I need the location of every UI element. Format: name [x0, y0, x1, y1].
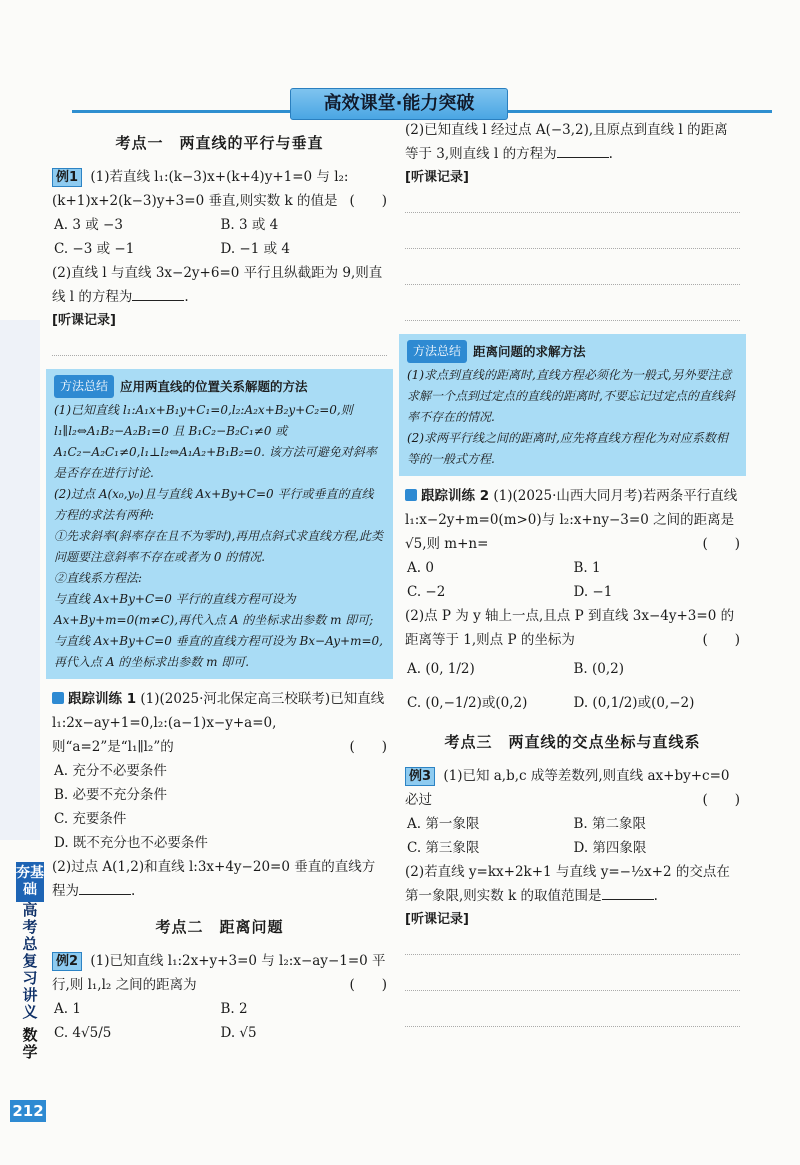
method-summary-head [54, 375, 385, 398]
method-para: 与直线 Ax+By+C=0 垂直的直线方程可设为 Bx−Ay+m=0,再代入点 A 的坐标求出参数 m 即可. [54, 634, 383, 669]
option: C. −3 或 −1 [54, 241, 135, 257]
training1-text: (1)(2025·河北保定高三校联考)已知直线 l₁:2x−ay+1=0,l₂:(a−1)x−y+a=0,则“a=2”是“l₁∥l₂”的 [52, 691, 385, 755]
method-summary-badge: 方法总结 [54, 375, 114, 398]
pencil-icon [52, 692, 64, 704]
option: A. 0 [407, 560, 434, 576]
notes-line [405, 190, 740, 213]
left-column [52, 125, 387, 1045]
option: D. 第四象限 [573, 840, 647, 856]
example2-part2 [405, 118, 740, 166]
option: B. 必要不充分条件 [54, 787, 168, 803]
answer-paren: ( ) [702, 536, 740, 552]
example1-options [52, 213, 387, 261]
option: D. (0,1/2)或(0,−2) [573, 695, 695, 711]
example3-part2-text: (2)若直线 y=kx+2k+1 与直线 y=−½x+2 的交点在第一象限,则实数 k 的取值范围是 [405, 864, 730, 904]
period: . [653, 888, 658, 904]
example1-part2-text: (2)直线 l 与直线 3x−2y+6=0 平行且纵截距为 9,则直线 l 的方程为 [52, 265, 383, 305]
right-column [405, 118, 740, 1040]
lecture-notes-label: [听课记录] [405, 912, 469, 927]
method-summary-box [46, 369, 393, 679]
notes-line [405, 1004, 740, 1027]
example3-part2 [405, 860, 740, 908]
side-band [0, 320, 40, 840]
section2-title: 考点二 距离问题 [155, 918, 284, 936]
period: . [608, 146, 613, 162]
training2-options [405, 556, 740, 604]
training2-part2 [405, 604, 740, 652]
training1-label [52, 691, 136, 707]
option: A. 第一象限 [407, 816, 480, 832]
method-summary-head [407, 340, 738, 363]
example3-part1 [405, 764, 740, 812]
side-title: 高考总复习讲义 [22, 901, 38, 1021]
training2-part1 [405, 484, 740, 556]
training1-label-text: 跟踪训练 1 [68, 691, 137, 707]
section-banner: 高效课堂·能力突破 [290, 88, 508, 120]
notes-line [405, 298, 740, 321]
pencil-icon [405, 489, 417, 501]
answer-blank[interactable] [132, 286, 184, 301]
answer-blank[interactable] [79, 880, 131, 895]
page-number: 212 [10, 1100, 46, 1122]
answer-paren: ( ) [702, 632, 740, 648]
answer-paren: ( ) [349, 977, 387, 993]
notes-line [52, 333, 387, 356]
option: C. −2 [407, 584, 446, 600]
period: . [131, 883, 136, 899]
method-para: (1)求点到直线的距离时,直线方程必须化为一般式,另外要注意求解一个点到过定点的直线的距离时,不要忘记过定点的直线斜率不存在的情况. [407, 368, 735, 424]
example1-part1 [52, 165, 387, 213]
example3-part1-text: (1)已知 a,b,c 成等差数列,则直线 ax+by+c=0 必过 [405, 768, 730, 808]
option: A. 3 或 −3 [54, 217, 123, 233]
period: . [184, 289, 189, 305]
notes-line [405, 262, 740, 285]
example1-part1-text: (1)若直线 l₁:(k−3)x+(k+4)y+1=0 与 l₂:(k+1)x+2(k−3)y+3=0 垂直,则实数 k 的值是 [52, 169, 349, 209]
option: D. √5 [220, 1025, 257, 1041]
method-para: 与直线 Ax+By+C=0 平行的直线方程可设为 Ax+By+m=0(m≠C),再代入点 A 的坐标求出参数 m 即可; [54, 592, 374, 627]
method-para: (2)过点 A(x₀,y₀)且与直线 Ax+By+C=0 平行或垂直的直线方程的求法有两种: [54, 487, 374, 522]
training1-part2 [52, 855, 387, 903]
training2-part2-text: (2)点 P 为 y 轴上一点,且点 P 到直线 3x−4y+3=0 的距离等于 1,则点 P 的坐标为 [405, 608, 735, 648]
answer-blank[interactable] [602, 885, 654, 900]
method-summary-badge: 方法总结 [407, 340, 467, 363]
example2-options [52, 997, 387, 1045]
answer-paren: ( ) [702, 792, 740, 808]
option: C. (0,−1/2)或(0,2) [407, 695, 528, 711]
example2-part1-text: (1)已知直线 l₁:2x+y+3=0 与 l₂:x−ay−1=0 平行,则 l₁,l₂ 之间的距离为 [52, 953, 386, 993]
answer-blank[interactable] [557, 143, 609, 158]
method-para: ②直线系方程法: [54, 571, 143, 585]
option: D. −1 或 4 [220, 241, 290, 257]
example3-tag: 例3 [405, 767, 435, 786]
training2-options2 [405, 652, 740, 720]
method-summary-box [399, 334, 746, 476]
training1-options [52, 759, 387, 855]
answer-paren: ( ) [349, 739, 387, 755]
notes-line [405, 932, 740, 955]
method-para: (1)已知直线 l₁:A₁x+B₁y+C₁=0,l₂:A₂x+B₂y+C₂=0,则 l₁∥l₂⇔A₁B₂−A₂B₁=0 且 B₁C₂−B₂C₁≠0 或 A₁C₂−A₂C₁≠0,l₁⊥l₂⇔A₁A₂+B₁B₂=0. 该方法可避免对斜率是否存在进行讨论. [54, 403, 377, 480]
option: C. 第三象限 [407, 840, 480, 856]
example2-tag: 例2 [52, 952, 82, 971]
side-brand: 夯基础 [16, 862, 44, 902]
side-subject: 数学 [22, 1026, 38, 1061]
notes-line [405, 968, 740, 991]
example3-options [405, 812, 740, 860]
example2-part2-text: (2)已知直线 l 经过点 A(−3,2),且原点到直线 l 的距离等于 3,则直线 l 的方程为 [405, 122, 728, 162]
training1-part2-text: (2)过点 A(1,2)和直线 l:3x+4y−20=0 垂直的直线方程为 [52, 859, 376, 899]
method-para: (2)求两平行线之间的距离时,应先将直线方程化为对应系数相等的一般式方程. [407, 431, 728, 466]
training1-part1 [52, 687, 387, 759]
option: B. 3 或 4 [220, 217, 279, 233]
option: A. (0, 1/2) [407, 661, 475, 677]
notes-line [405, 226, 740, 249]
option: B. 第二象限 [573, 816, 647, 832]
option: C. 充要条件 [54, 811, 127, 827]
option: B. (0,2) [573, 661, 625, 677]
training2-label-text: 跟踪训练 2 [421, 488, 490, 504]
method-summary-title: 应用两直线的位置关系解题的方法 [120, 379, 308, 394]
example2-part1 [52, 949, 387, 997]
side-tab [16, 862, 44, 1061]
training2-label [405, 488, 489, 504]
lecture-notes-label: [听课记录] [405, 170, 469, 185]
section3-title: 考点三 两直线的交点坐标与直线系 [444, 733, 701, 751]
option: D. 既不充分也不必要条件 [54, 835, 208, 851]
example1-part2 [52, 261, 387, 309]
method-para: ①先求斜率(斜率存在且不为零时),再用点斜式求直线方程,此类问题要注意斜率不存在或者为 0 的情况. [54, 529, 383, 564]
section1-title: 考点一 两直线的平行与垂直 [115, 134, 324, 152]
method-summary-title: 距离问题的求解方法 [473, 344, 586, 359]
option: A. 充分不必要条件 [54, 763, 167, 779]
example1-tag: 例1 [52, 168, 82, 187]
lecture-notes-label: [听课记录] [52, 313, 116, 328]
answer-paren: ( ) [349, 193, 387, 209]
option: B. 1 [573, 560, 601, 576]
option: C. 4√5/5 [54, 1025, 112, 1041]
option: A. 1 [54, 1001, 81, 1017]
training2-text: (1)(2025·山西大同月考)若两条平行直线 l₁:x−2y+m=0(m>0)与 l₂:x+ny−3=0 之间的距离是√5,则 m+n= [405, 488, 738, 552]
option: B. 2 [220, 1001, 248, 1017]
option: D. −1 [573, 584, 613, 600]
